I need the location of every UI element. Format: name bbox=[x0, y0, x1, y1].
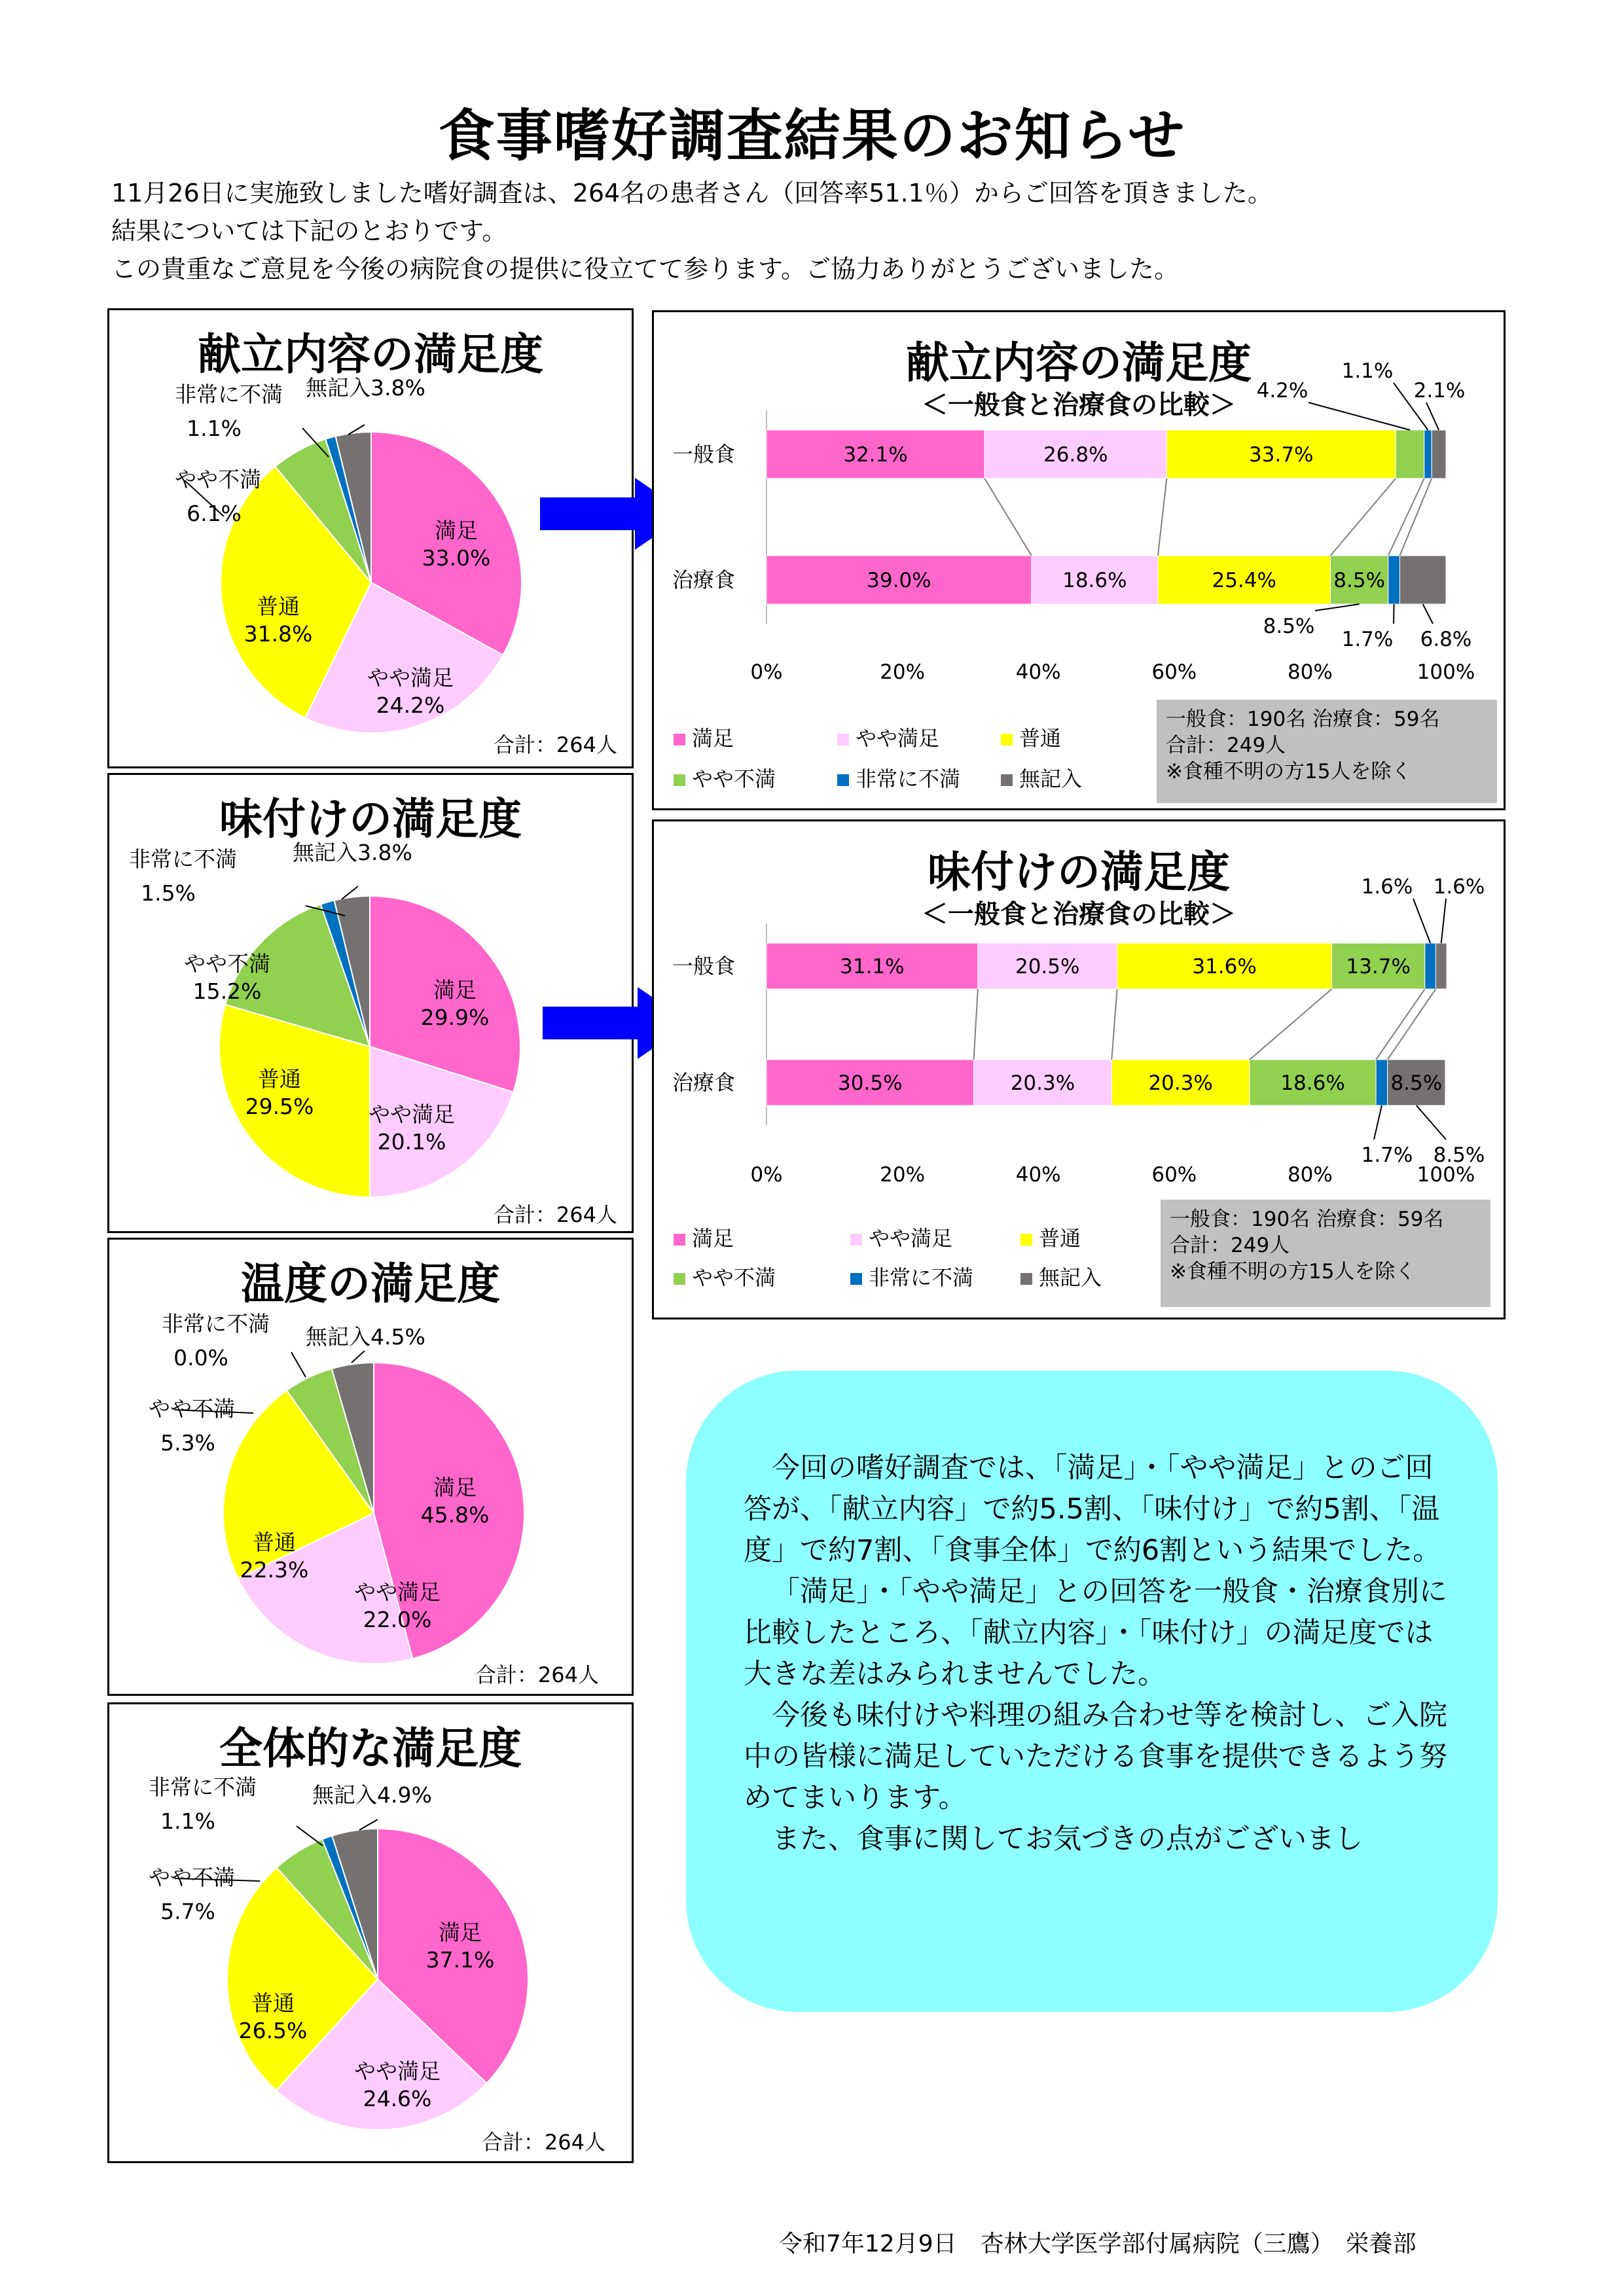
pie-label-name: 満足 bbox=[435, 518, 478, 543]
pie-taste-total: 合計：264人 bbox=[493, 1202, 617, 1227]
bar-data-label: 32.1% bbox=[843, 443, 908, 467]
summary-paragraph: 「満足」・「やや満足」との回答を一般食・治療食別に比較したところ、「献立内容」・「味付け」の満足度では大きな差はみられませんでした。 bbox=[744, 1575, 1447, 1691]
pie-label-name: 普通 bbox=[258, 1066, 301, 1092]
pie-label-value: 24.2% bbox=[376, 692, 445, 718]
pie-label-value: 33.0% bbox=[422, 545, 491, 571]
x-tick-label: 60% bbox=[1151, 1163, 1197, 1187]
pie-label-name: 無記入3.8% bbox=[293, 840, 412, 865]
series-connector-line bbox=[1399, 478, 1432, 556]
pie-temp-svg bbox=[109, 1240, 636, 1698]
bar-segment-hijo-fuman bbox=[1376, 1060, 1388, 1105]
x-tick-label: 60% bbox=[1151, 660, 1197, 684]
bar-leader-line bbox=[1441, 899, 1446, 943]
pie-label-value: 22.3% bbox=[240, 1557, 309, 1583]
bar-leader-line bbox=[1416, 1105, 1446, 1139]
bar-data-label: 8.5% bbox=[1263, 615, 1315, 638]
legend-swatch-icon bbox=[837, 774, 849, 786]
series-connector-line bbox=[1111, 989, 1117, 1060]
x-tick-label: 80% bbox=[1287, 660, 1333, 684]
pie-label-value: 26.5% bbox=[238, 2018, 308, 2043]
pie-label-value: 5.3% bbox=[160, 1430, 215, 1456]
legend-swatch-icon bbox=[850, 1234, 862, 1246]
bar-taste-note: 一般食：190名 治療食：59名 合計：249人 ※食種不明の方15人を除く bbox=[1161, 1200, 1490, 1307]
series-connector-line bbox=[1158, 478, 1166, 556]
pie-overall-total: 合計：264人 bbox=[481, 2130, 605, 2155]
pie-label-value: 15.2% bbox=[192, 978, 262, 1004]
bar-panel-menu bbox=[652, 310, 1506, 810]
pie-label-value: 6.1% bbox=[187, 501, 242, 526]
bar-data-label: 1.7% bbox=[1341, 628, 1394, 651]
pie-label-name: やや満足 bbox=[367, 665, 454, 691]
legend-swatch-icon bbox=[1020, 1234, 1032, 1246]
bar-data-label: 20.3% bbox=[1010, 1071, 1075, 1095]
bar-menu-note: 一般食：190名 治療食：59名 合計：249人 ※食種不明の方15人を除く bbox=[1157, 700, 1497, 803]
pie-label-name: やや満足 bbox=[369, 1102, 455, 1127]
legend-swatch-icon bbox=[674, 1273, 685, 1285]
bar-data-label: 13.7% bbox=[1346, 955, 1411, 978]
pie-label-name: 満足 bbox=[433, 1475, 477, 1500]
pie-overall-title: 全体的な満足度 bbox=[219, 1723, 522, 1774]
category-label: 一般食 bbox=[672, 954, 736, 978]
bar-data-label: 8.5% bbox=[1433, 1143, 1485, 1167]
pie-label-value: 29.5% bbox=[245, 1094, 314, 1119]
pie-label-value: 31.8% bbox=[244, 621, 313, 647]
pie-label-value: 20.1% bbox=[377, 1129, 446, 1155]
pie-label-name: 無記入4.9% bbox=[312, 1782, 432, 1808]
pie-label-name: 非常に不満 bbox=[149, 1774, 257, 1800]
pie-label-value: 5.7% bbox=[160, 1899, 215, 1924]
bar-menu-title: 献立内容の満足度 bbox=[906, 338, 1252, 388]
pie-label-name: 無記入4.5% bbox=[306, 1324, 425, 1350]
pie-label-value: 0.0% bbox=[173, 1345, 228, 1371]
bar-segment-mukinyu bbox=[1432, 430, 1446, 478]
x-tick-label: 100% bbox=[1416, 660, 1475, 684]
bar-taste-subtitle: ＜一般食と治療食の比較＞ bbox=[922, 899, 1236, 929]
summary-paragraph: 今後も味付けや料理の組み合わせ等を検討し、ご入院中の皆様に満足していただける食事を提供できるよう努めてまいります。 bbox=[744, 1699, 1447, 1814]
pie-leader-line bbox=[352, 1351, 365, 1363]
series-connector-line bbox=[1388, 478, 1424, 556]
bar-leader-line bbox=[1413, 899, 1430, 943]
bar-taste-title: 味付けの満足度 bbox=[928, 847, 1230, 897]
x-tick-label: 0% bbox=[750, 660, 783, 684]
intro-line-2: 結果については下記のとおりです。 bbox=[111, 217, 507, 245]
summary-paragraph: また、食事に関してお気づきの点がございまし bbox=[772, 1823, 1363, 1856]
pie-temp-title: 温度の満足度 bbox=[241, 1259, 500, 1309]
bar-data-label: 6.8% bbox=[1420, 628, 1472, 651]
bar-data-label: 18.6% bbox=[1062, 569, 1127, 592]
bar-leader-line bbox=[1426, 403, 1439, 430]
pie-label-name: 普通 bbox=[257, 594, 300, 619]
pie-overall-svg bbox=[109, 1704, 636, 2165]
pie-temp-total: 合計：264人 bbox=[475, 1662, 599, 1687]
intro-line-3: この貴重なご意見を今後の病院食の提供に役立てて参ります。ご協力ありがとうございました。 bbox=[111, 255, 1179, 283]
bar-data-label: 1.7% bbox=[1361, 1143, 1413, 1167]
pie-label-value: 1.1% bbox=[160, 1808, 215, 1834]
series-connector-line bbox=[1250, 989, 1332, 1060]
legend-swatch-icon bbox=[850, 1273, 862, 1285]
pie-menu-total: 合計：264人 bbox=[493, 732, 617, 757]
bar-panel-taste bbox=[652, 819, 1506, 1319]
x-tick-label: 0% bbox=[750, 1163, 783, 1187]
legend-item-yaya-manzoku: やや満足 bbox=[850, 1222, 952, 1252]
x-tick-label: 20% bbox=[880, 660, 926, 684]
pie-label-name: やや満足 bbox=[354, 2058, 441, 2084]
pie-label-name: やや不満 bbox=[149, 1865, 235, 1890]
bar-data-label: 1.1% bbox=[1341, 359, 1394, 383]
legend-swatch-icon bbox=[674, 774, 685, 786]
category-label: 治療食 bbox=[672, 1070, 736, 1095]
pie-label-name: やや不満 bbox=[149, 1396, 235, 1422]
bar-data-label: 31.1% bbox=[840, 955, 905, 978]
bar-data-label: 1.6% bbox=[1433, 875, 1485, 899]
bar-data-label: 20.3% bbox=[1148, 1071, 1213, 1095]
bar-data-label: 2.1% bbox=[1413, 379, 1466, 403]
pie-label-name: やや不満 bbox=[184, 951, 270, 977]
legend-item-futsu: 普通 bbox=[1001, 722, 1061, 752]
bar-data-label: 31.6% bbox=[1192, 955, 1257, 978]
pie-label-name: 非常に不満 bbox=[175, 382, 283, 407]
legend-item-mukinyu: 無記入 bbox=[1020, 1261, 1102, 1291]
bar-leader-line bbox=[1315, 604, 1360, 611]
bar-leader-line bbox=[1308, 403, 1410, 430]
x-tick-label: 40% bbox=[1015, 660, 1061, 684]
bar-data-label: 39.0% bbox=[867, 569, 931, 592]
legend-item-futsu: 普通 bbox=[1020, 1222, 1081, 1252]
bar-data-label: 4.2% bbox=[1256, 379, 1308, 403]
legend-item-yaya-fuman: やや不満 bbox=[674, 762, 776, 793]
legend-swatch-icon bbox=[674, 734, 685, 745]
bar-data-label: 26.8% bbox=[1043, 443, 1108, 467]
series-connector-line bbox=[1376, 989, 1425, 1060]
category-label: 一般食 bbox=[672, 442, 736, 467]
page-title: 食事嗜好調査結果のお知らせ bbox=[438, 103, 1186, 169]
x-tick-label: 100% bbox=[1416, 1163, 1475, 1187]
legend-item-hijo-fuman: 非常に不満 bbox=[837, 762, 960, 793]
legend-item-manzoku: 満足 bbox=[674, 1222, 734, 1252]
legend-item-hijo-fuman: 非常に不満 bbox=[850, 1261, 973, 1291]
bar-segment-hijo-fuman bbox=[1425, 943, 1436, 989]
intro-line-1: 11月26日に実施致しました嗜好調査は、264名の患者さん（回答率51.1％）からご回答を頂きました。 bbox=[111, 179, 1272, 207]
pie-label-value: 1.1% bbox=[187, 416, 242, 441]
x-tick-label: 20% bbox=[880, 1163, 926, 1187]
legend-swatch-icon bbox=[1001, 774, 1013, 786]
legend-item-yaya-manzoku: やや満足 bbox=[837, 722, 939, 752]
legend-swatch-icon bbox=[1001, 734, 1013, 745]
bar-data-label: 20.5% bbox=[1015, 955, 1080, 978]
category-label: 治療食 bbox=[672, 567, 736, 592]
series-connector-line bbox=[1388, 989, 1436, 1060]
summary-paragraph: 今回の嗜好調査では、「満足」・「やや満足」とのご回答が、「献立内容」で約5.5割、「味付け」で約5割、「温度」で約7割、「食事全体」で約6割という結果でした。 bbox=[744, 1452, 1441, 1567]
legend-item-manzoku: 満足 bbox=[674, 722, 734, 752]
x-tick-label: 80% bbox=[1287, 1163, 1333, 1187]
bar-data-label: 25.4% bbox=[1212, 569, 1276, 592]
pie-label-value: 37.1% bbox=[425, 1947, 495, 1973]
legend-swatch-icon bbox=[837, 734, 849, 745]
bar-leader-line bbox=[1374, 1105, 1382, 1139]
bar-data-label: 30.5% bbox=[838, 1071, 903, 1095]
pie-label-name: 満足 bbox=[439, 1920, 482, 1945]
pie-taste-slices bbox=[219, 896, 520, 1197]
bar-segment-yaya-fuman bbox=[1396, 430, 1424, 478]
pie-panel-overall bbox=[107, 1702, 634, 2163]
pie-leader-line bbox=[297, 1826, 323, 1846]
pie-label-name: 非常に不満 bbox=[129, 846, 237, 872]
pie-label-value: 24.6% bbox=[363, 2086, 432, 2111]
pie-label-value: 45.8% bbox=[420, 1502, 490, 1528]
pie-menu-title: 献立内容の満足度 bbox=[198, 329, 543, 380]
pie-label-name: 無記入3.8% bbox=[306, 375, 425, 401]
pie-overall-slices bbox=[227, 1829, 528, 2130]
bar-data-label: 8.5% bbox=[1333, 569, 1386, 592]
bar-segment-hijo-fuman bbox=[1424, 430, 1432, 478]
series-connector-line bbox=[1331, 478, 1396, 556]
bar-data-label: 18.6% bbox=[1280, 1071, 1345, 1095]
bar-data-label: 8.5% bbox=[1390, 1071, 1443, 1095]
pie-label-value: 1.5% bbox=[141, 880, 196, 906]
pie-label-value: 22.0% bbox=[363, 1607, 432, 1632]
bar-segment-hijo-fuman bbox=[1388, 556, 1400, 604]
bar-data-label: 33.7% bbox=[1249, 443, 1314, 467]
series-connector-line bbox=[974, 989, 978, 1060]
pie-label-value: 29.9% bbox=[420, 1005, 490, 1030]
x-tick-label: 40% bbox=[1015, 1163, 1061, 1187]
bar-segment-mukinyu bbox=[1435, 943, 1447, 989]
pie-label-name: やや満足 bbox=[354, 1579, 441, 1605]
pie-label-name: 普通 bbox=[251, 1990, 295, 2016]
pie-panel-temp bbox=[107, 1238, 634, 1696]
pie-label-name: 非常に不満 bbox=[162, 1311, 270, 1336]
footer: 令和7年12月9日 杏林大学医学部付属病院（三鷹） 栄養部 bbox=[779, 2231, 1416, 2257]
bar-leader-line bbox=[1423, 604, 1433, 624]
legend-item-yaya-fuman: やや不満 bbox=[674, 1261, 776, 1291]
pie-taste-title: 味付けの満足度 bbox=[219, 794, 522, 844]
legend-swatch-icon bbox=[674, 1234, 685, 1246]
pie-leader-line bbox=[291, 1352, 306, 1377]
pie-label-name: 普通 bbox=[253, 1530, 296, 1555]
bar-menu-subtitle: ＜一般食と治療食の比較＞ bbox=[922, 390, 1236, 420]
summary-box bbox=[686, 1371, 1498, 2012]
legend-swatch-icon bbox=[1020, 1273, 1032, 1285]
pie-label-name: 満足 bbox=[433, 977, 477, 1003]
bar-data-label: 1.6% bbox=[1361, 875, 1413, 899]
legend-item-mukinyu: 無記入 bbox=[1001, 762, 1082, 793]
bar-segment-mukinyu bbox=[1399, 556, 1446, 604]
series-connector-line bbox=[984, 478, 1032, 556]
pie-label-name: やや不満 bbox=[175, 467, 261, 492]
